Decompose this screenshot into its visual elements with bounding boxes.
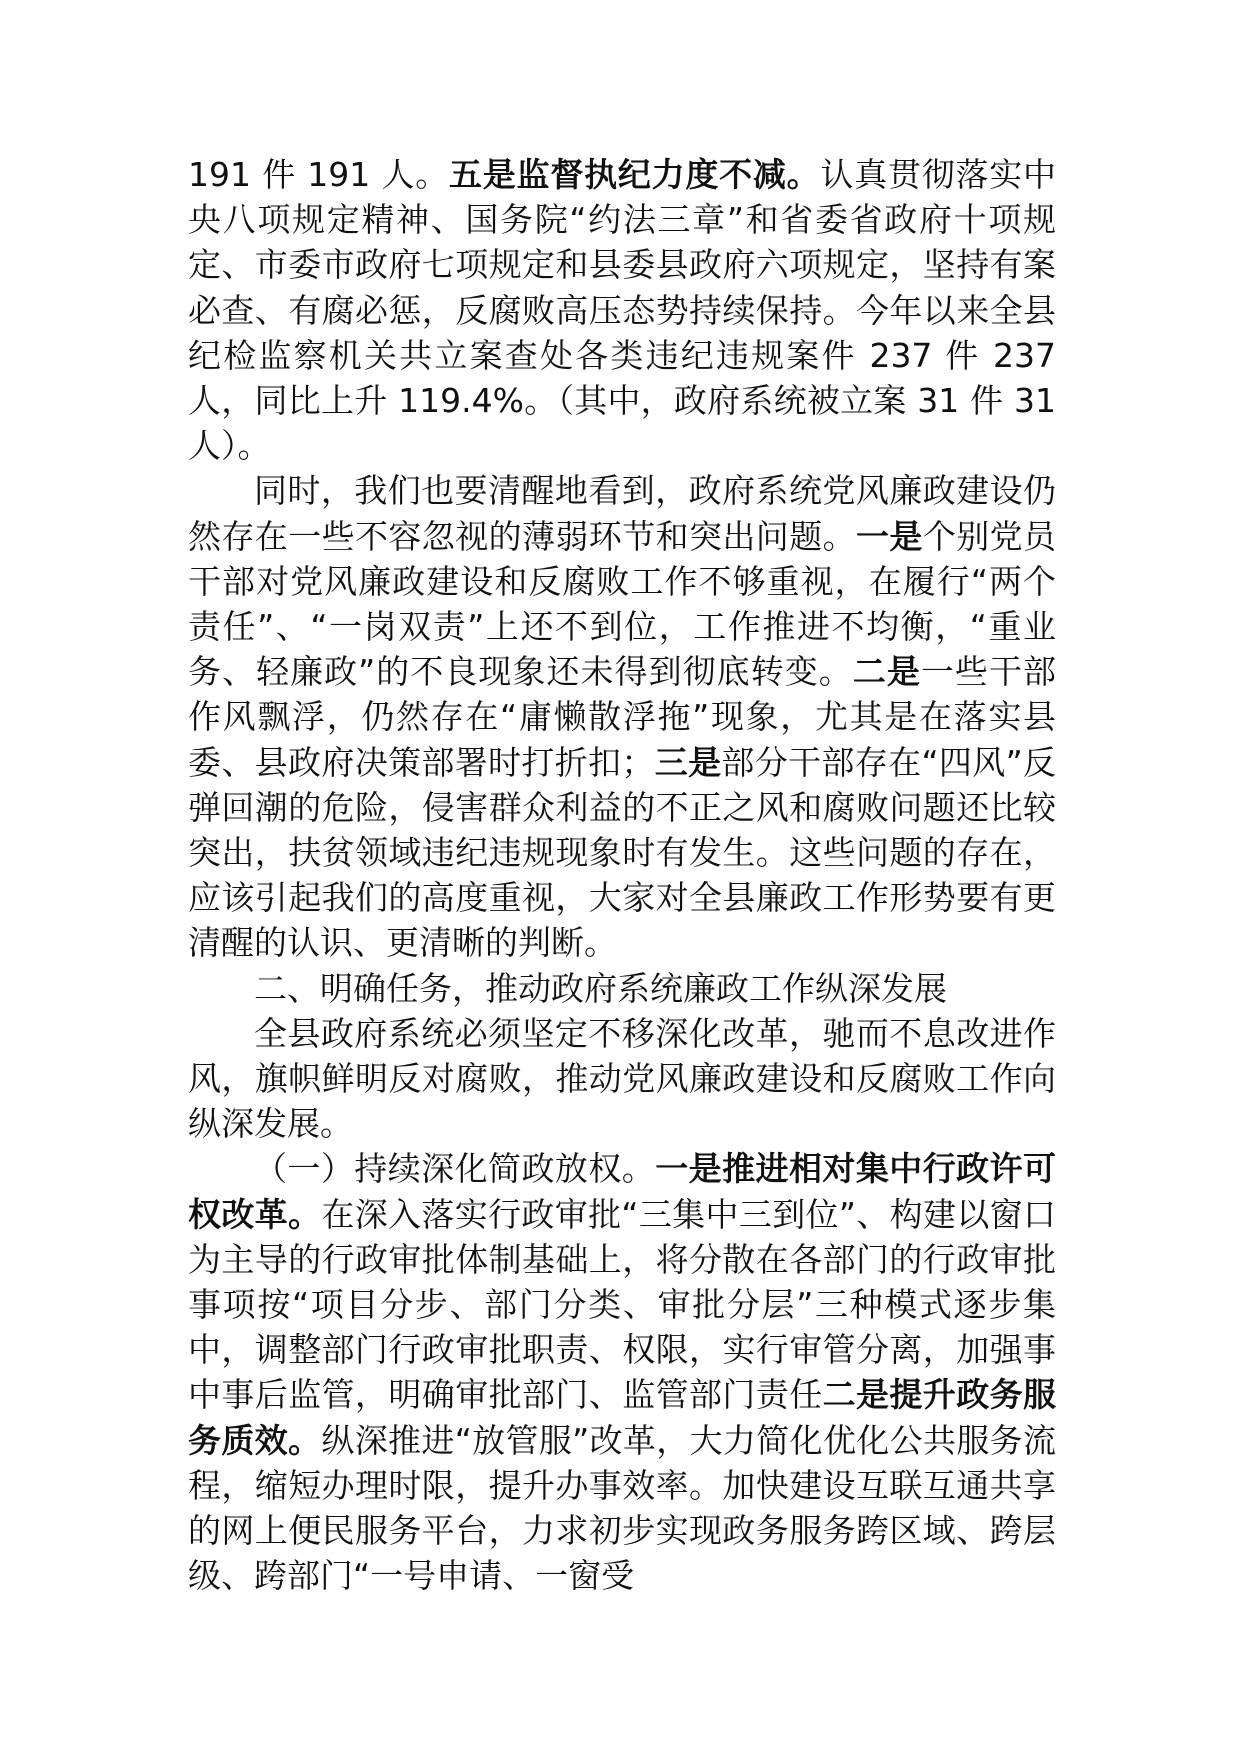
document-page <box>188 152 1056 1599</box>
bold-phrase: 一是推进相对集中行政许可权改革。 <box>188 1149 1057 1234</box>
heading-text: 二、明确任务，推动政府系统廉政工作纵深发展 <box>254 968 947 1008</box>
bold-phrase: 三是 <box>654 742 722 782</box>
bold-phrase: 二是 <box>852 652 921 692</box>
text-run: 在深入落实行政审批“三集中三到位”、构建以窗口为主导的行政审批体制基础上，将分散在各部门的行政审批事项按“项目分步、部门分类、审批分层”三种模式逐步集中，调整部门行政审批职责、权限，实行审管分离，加强事中事后监管，明确审批部门、监管部门责任 <box>188 1194 1056 1415</box>
text-run: 同时，我们也要清醒地看到，政府系统党风廉政建设仍然存在一些不容忽视的薄弱环节和突出问题。 <box>188 471 1056 556</box>
text-run: 纵深推进“放管服”改革，大力简化优化公共服务流程，缩短办理时限，提升办事效率。加快建设互联互通共享的网上便民服务平台，力求初步实现政务服务跨区域、跨层级、跨部门“一号申请、一窗受 <box>188 1420 1056 1596</box>
bold-phrase: 二是提升政务服务质效。 <box>188 1375 1057 1460</box>
text-run: 认真贯彻落实中央八项规定精神、国务院“约法三章”和省委省政府十项规定、市委市政府七项规定和县委县政府六项规定，坚持有案必查、有腐必惩，反腐败高压态势持续保持。今年以来全县纪检监察机关共立案查处各类违纪违规案件 237 件 237 人，同比上升 119.4%。（其中，政府系统被立案 31 件 31 人）。 <box>188 155 1057 466</box>
text-run: （一）持续深化简政放权。 <box>254 1149 656 1189</box>
section-heading <box>188 966 1056 1011</box>
paragraph-1 <box>188 152 1056 468</box>
text-run: 全县政府系统必须坚定不移深化改革，驰而不息改进作风，旗帜鲜明反对腐败，推动党风廉政建设和反腐败工作向纵深发展。 <box>188 1013 1056 1144</box>
text-run: 部分干部存在“四风”反弹回潮的危险，侵害群众利益的不正之风和腐败问题还比较突出，扶贫领域违纪违规现象时有发生。这些问题的存在，应该引起我们的高度重视，大家对全县廉政工作形势要有更清醒的认识、更清晰的判断。 <box>188 742 1056 963</box>
bold-phrase: 一是 <box>856 516 923 556</box>
paragraph-4 <box>188 1146 1056 1598</box>
paragraph-3 <box>188 1011 1056 1147</box>
text-run: 一些干部作风飘浮，仍然存在“庸懒散浮拖”现象，尤其是在落实县委、县政府决策部署时打折扣； <box>188 652 1056 782</box>
paragraph-2 <box>188 468 1056 965</box>
text-run: 191 件 191 人。 <box>188 155 450 194</box>
bold-phrase: 五是监督执纪力度不减。 <box>449 155 821 194</box>
text-run: 个别党员干部对党风廉政建设和反腐败工作不够重视，在履行“两个责任”、“一岗双责”上还不到位，工作推进不均衡，“重业务、轻廉政”的不良现象还未得到彻底转变。 <box>188 516 1057 692</box>
